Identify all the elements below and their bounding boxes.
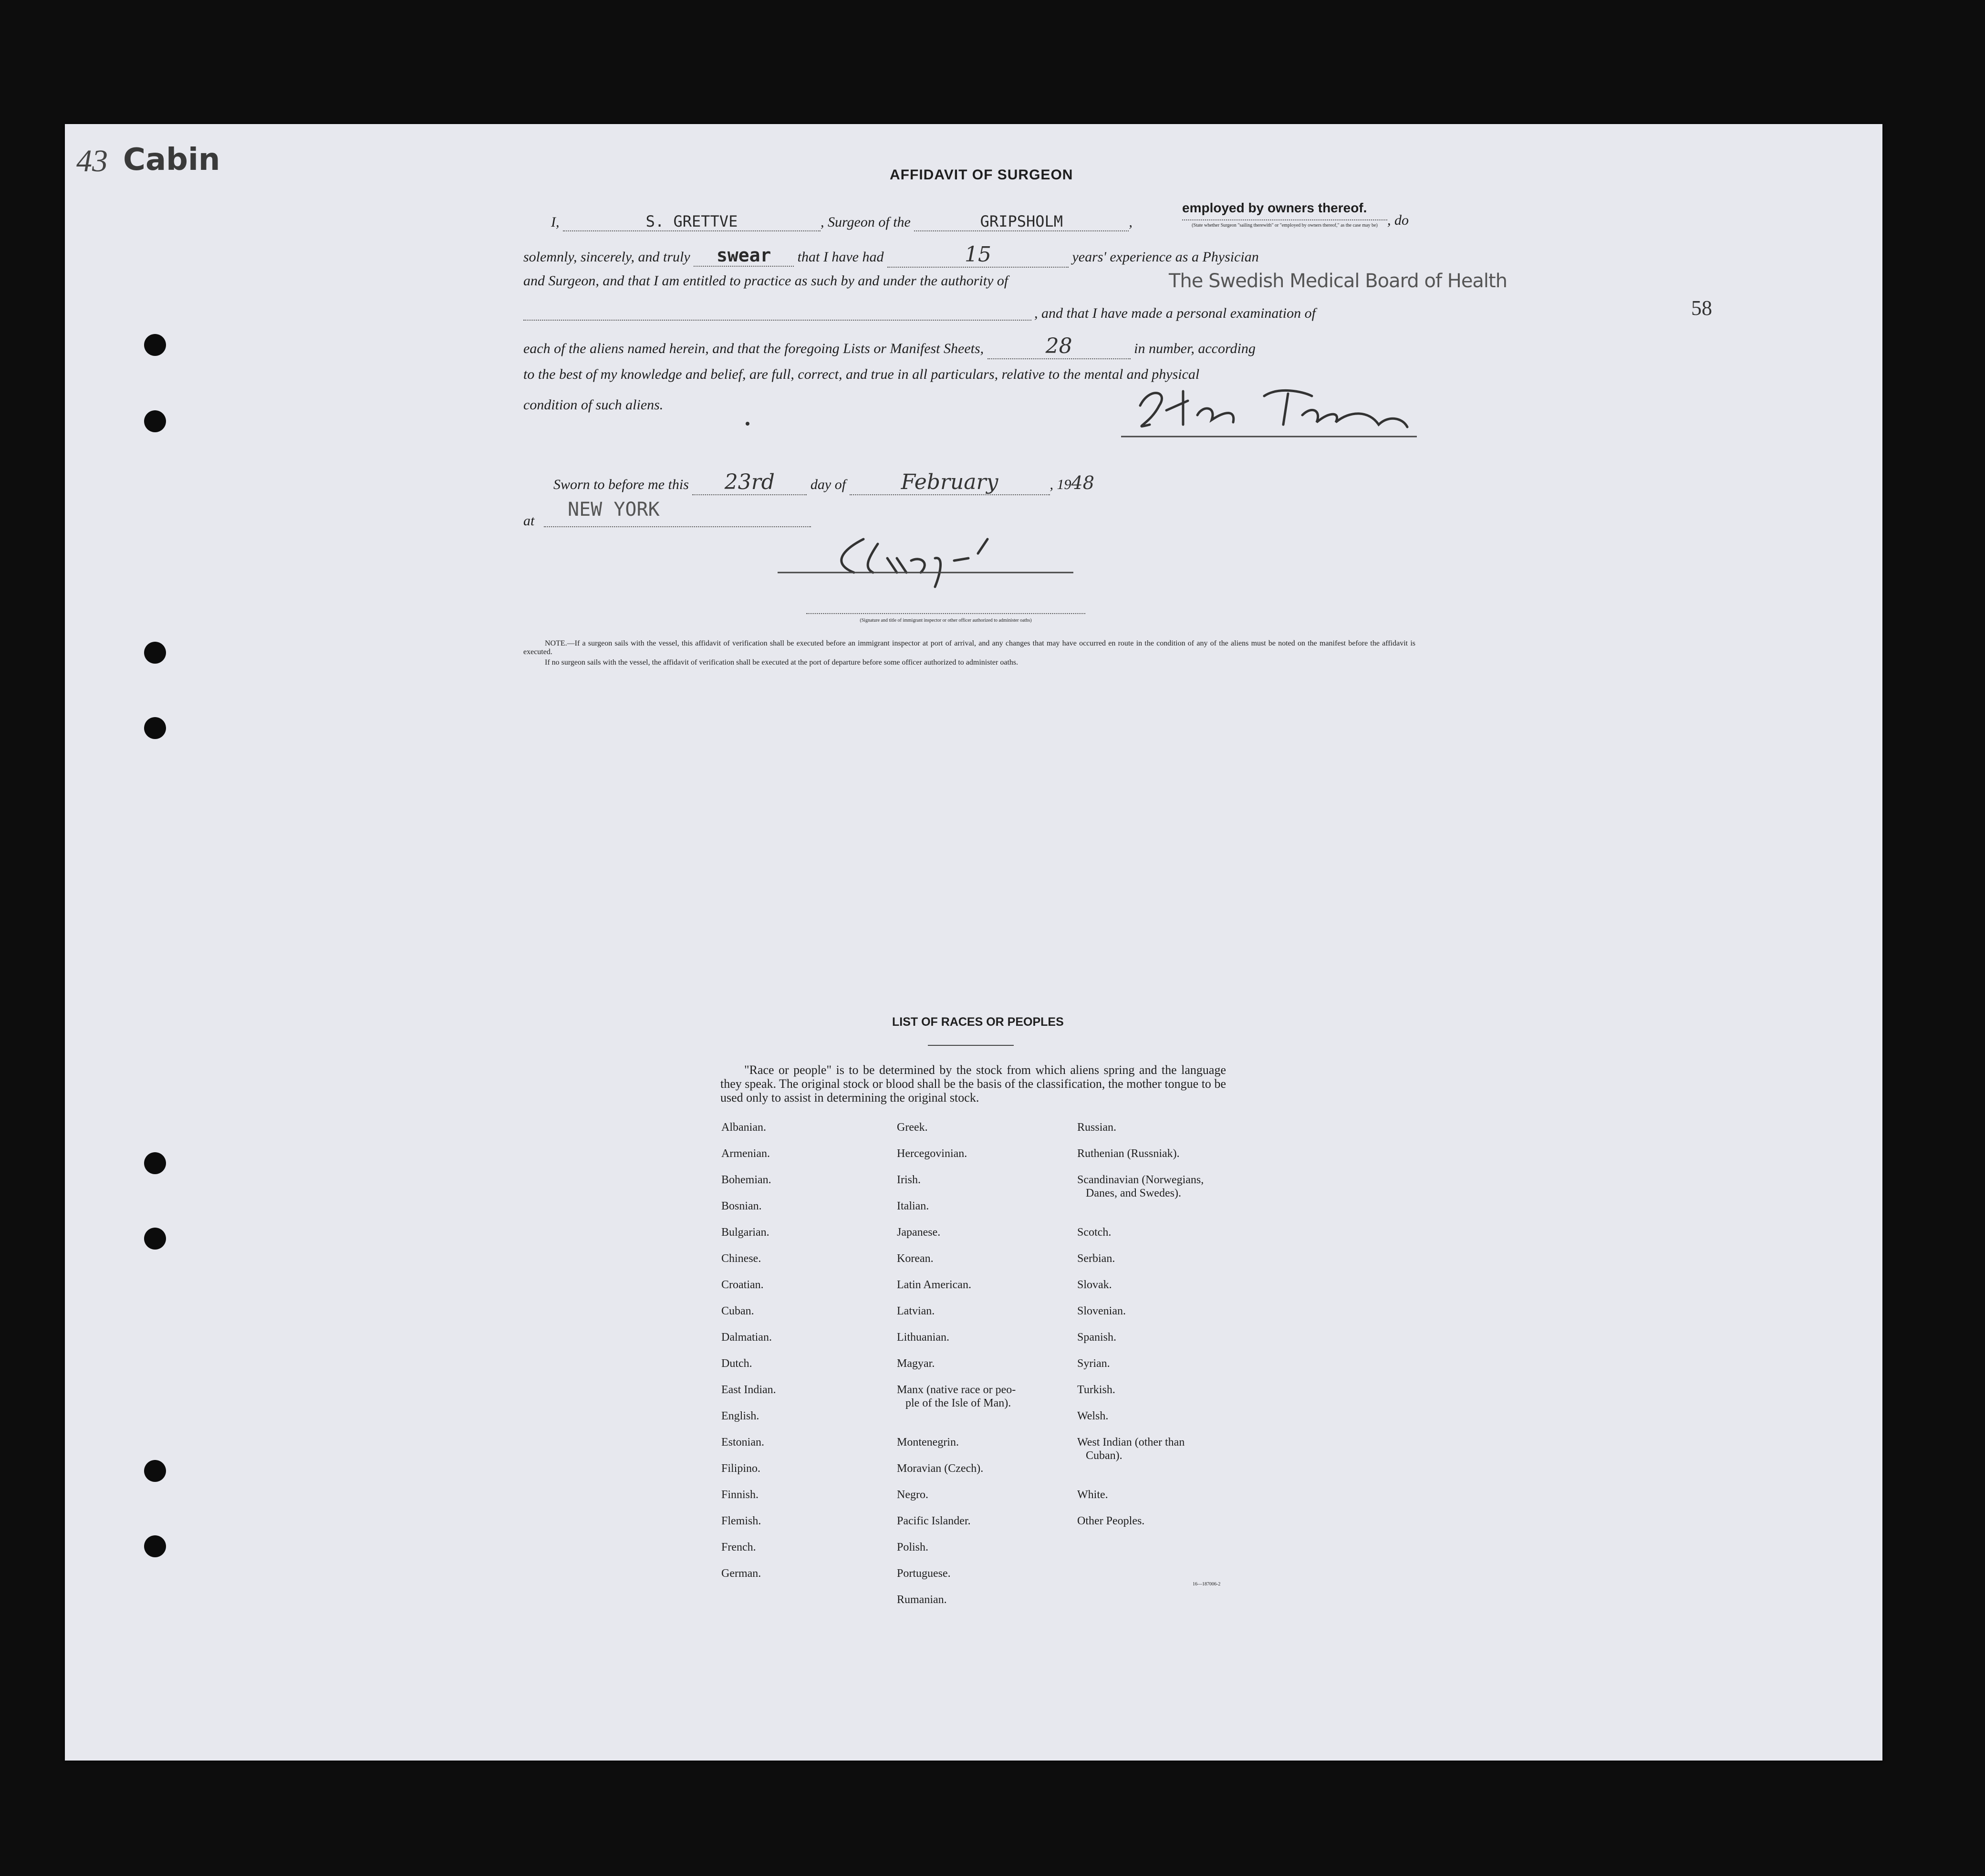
race-entry: Dutch. <box>721 1357 752 1370</box>
form-code: 16—187006-2 <box>1193 1582 1221 1587</box>
officer-signature <box>778 530 1102 592</box>
race-entry: East Indian. <box>721 1384 776 1396</box>
affidavit-line-4: , and that I have made a personal examination of <box>1034 305 1316 321</box>
margin-scribble: 43 <box>76 144 108 178</box>
race-entry: German. <box>721 1567 761 1580</box>
race-entry: Chinese. <box>721 1252 761 1265</box>
race-entry: Spanish. <box>1077 1331 1117 1344</box>
affidavit-line-1: I, S. GRETTVE , Surgeon of the GRIPSHOLM , <box>551 212 1133 230</box>
race-entry: Slovak. <box>1077 1279 1112 1291</box>
race-entry: Cuban. <box>721 1305 754 1317</box>
note-paragraph-2: If no surgeon sails with the vessel, the affidavit of verification shall be executed at the port of departure before some officer authorized to administer oaths. <box>545 658 1018 667</box>
race-entry: Italian. <box>897 1200 929 1212</box>
race-entry: Syrian. <box>1077 1357 1110 1370</box>
race-entry: Hercegovinian. <box>897 1147 967 1160</box>
races-title: LIST OF RACES OR PEOPLES <box>892 1015 1064 1029</box>
races-title-rule <box>928 1045 1014 1046</box>
race-entry: Korean. <box>897 1252 934 1265</box>
affidavit-title: AFFIDAVIT OF SURGEON <box>890 167 1073 183</box>
race-entry: Irish. <box>897 1174 921 1186</box>
race-entry: ple of the Isle of Man). <box>905 1397 1011 1409</box>
race-entry: Bulgarian. <box>721 1226 769 1239</box>
years-field: 15 <box>887 242 1069 268</box>
punch-hole <box>144 334 166 356</box>
race-entry: White. <box>1077 1489 1108 1501</box>
punch-hole <box>144 410 166 432</box>
authority-field: The Swedish Medical Board of Health <box>1169 270 1507 292</box>
sworn-line: Sworn to before me this 23rd day of February , 1948 <box>553 470 1094 494</box>
cabin-label: Cabin <box>123 142 220 177</box>
employment-underline <box>1182 219 1387 220</box>
races-intro: "Race or people" is to be determined by the stock from which aliens spring and the language they speak. The original stock or blood shall be the basis of the classification, the mother tongue to be used only to assist in determining the original stock. <box>720 1063 1226 1105</box>
sworn-place-field: NEW YORK <box>568 499 660 521</box>
race-entry: Russian. <box>1077 1121 1117 1134</box>
race-entry: Other Peoples. <box>1077 1515 1145 1527</box>
race-entry: Filipino. <box>721 1462 761 1475</box>
authority-continuation-line <box>523 320 1031 321</box>
race-entry: English. <box>721 1410 759 1422</box>
oath-verb-field: swear <box>694 245 794 267</box>
race-entry: Japanese. <box>897 1226 941 1239</box>
race-entry: West Indian (other than <box>1077 1436 1185 1449</box>
surgeon-name-field: S. GRETTVE <box>563 212 821 231</box>
affidavit-line-6: to the best of my knowledge and belief, are full, correct, and true in all particulars, relative to the mental and physical <box>523 366 1200 382</box>
race-entry: Scandinavian (Norwegians, <box>1077 1174 1204 1186</box>
race-entry: Welsh. <box>1077 1410 1109 1422</box>
signature-caption-line <box>806 613 1085 614</box>
punch-hole <box>144 1228 166 1250</box>
punch-hole <box>144 1535 166 1557</box>
punch-hole <box>144 1152 166 1174</box>
race-entry: Rumanian. <box>897 1594 947 1606</box>
race-entry: Finnish. <box>721 1489 759 1501</box>
employment-note: (State whether Surgeon "sailing therewith" or "employed by owners thereof," as the case may be) <box>1192 223 1378 228</box>
race-entry: Flemish. <box>721 1515 761 1527</box>
race-entry: Danes, and Swedes). <box>1086 1187 1181 1199</box>
punch-hole <box>144 642 166 664</box>
race-entry: Armenian. <box>721 1147 770 1160</box>
race-entry: Latin American. <box>897 1279 971 1291</box>
employment-field: employed by owners thereof. <box>1182 200 1367 215</box>
race-entry: Croatian. <box>721 1279 764 1291</box>
race-entry: Estonian. <box>721 1436 764 1449</box>
race-entry: Cuban). <box>1086 1449 1122 1462</box>
race-entry: Magyar. <box>897 1357 935 1370</box>
race-entry: Pacific Islander. <box>897 1515 971 1527</box>
affidavit-line-7: condition of such aliens. <box>523 397 664 413</box>
race-entry: Scotch. <box>1077 1226 1112 1239</box>
race-entry: Portuguese. <box>897 1567 951 1580</box>
race-entry: Slovenian. <box>1077 1305 1126 1317</box>
affidavit-line-1-end: , do <box>1387 212 1409 228</box>
vessel-name-field: GRIPSHOLM <box>914 212 1129 231</box>
ink-dot <box>746 422 749 426</box>
race-entry: Negro. <box>897 1489 928 1501</box>
race-entry: Polish. <box>897 1541 929 1553</box>
race-entry: Dalmatian. <box>721 1331 772 1344</box>
signature-caption: (Signature and title of immigrant inspector or other officer authorized to administer oaths) <box>860 618 1032 623</box>
race-entry: Lithuanian. <box>897 1331 949 1344</box>
race-entry: Albanian. <box>721 1121 766 1134</box>
punch-hole <box>144 717 166 739</box>
race-entry: Bosnian. <box>721 1200 762 1212</box>
punch-hole <box>144 1460 166 1482</box>
at-line: at <box>523 513 535 529</box>
race-entry: Moravian (Czech). <box>897 1462 984 1475</box>
affidavit-line-3: and Surgeon, and that I am entitled to practice as such by and under the authority of <box>523 273 1008 289</box>
race-entry: Latvian. <box>897 1305 935 1317</box>
sworn-day-field: 23rd <box>692 470 807 495</box>
sworn-year-field: 48 <box>1071 472 1094 493</box>
race-entry: Manx (native race or peo- <box>897 1384 1016 1396</box>
sheets-count-field: 28 <box>987 334 1131 359</box>
race-entry: Bohemian. <box>721 1174 771 1186</box>
race-entry: Turkish. <box>1077 1384 1115 1396</box>
affidavit-line-5: each of the aliens named herein, and that the foregoing Lists or Manifest Sheets, 28 in number, according <box>523 334 1256 358</box>
sworn-month-field: February <box>850 470 1050 495</box>
race-entry: Greek. <box>897 1121 928 1134</box>
race-entry: Ruthenian (Russniak). <box>1077 1147 1180 1160</box>
race-entry: Montenegrin. <box>897 1436 959 1449</box>
affidavit-line-2: solemnly, sincerely, and truly swear that I have had 15 years' experience as a Physician <box>523 242 1259 267</box>
race-entry: French. <box>721 1541 756 1553</box>
race-entry: Serbian. <box>1077 1252 1115 1265</box>
at-underline <box>544 526 811 527</box>
page-number: 58 <box>1691 296 1712 320</box>
note-paragraph-1: NOTE.—If a surgeon sails with the vessel, this affidavit of verification shall be executed before an immigrant inspector at port of arrival, and any changes that may have occurred en route in the condition of any of the aliens must be noted on the manifest before the affidavit is executed. <box>523 639 1415 656</box>
